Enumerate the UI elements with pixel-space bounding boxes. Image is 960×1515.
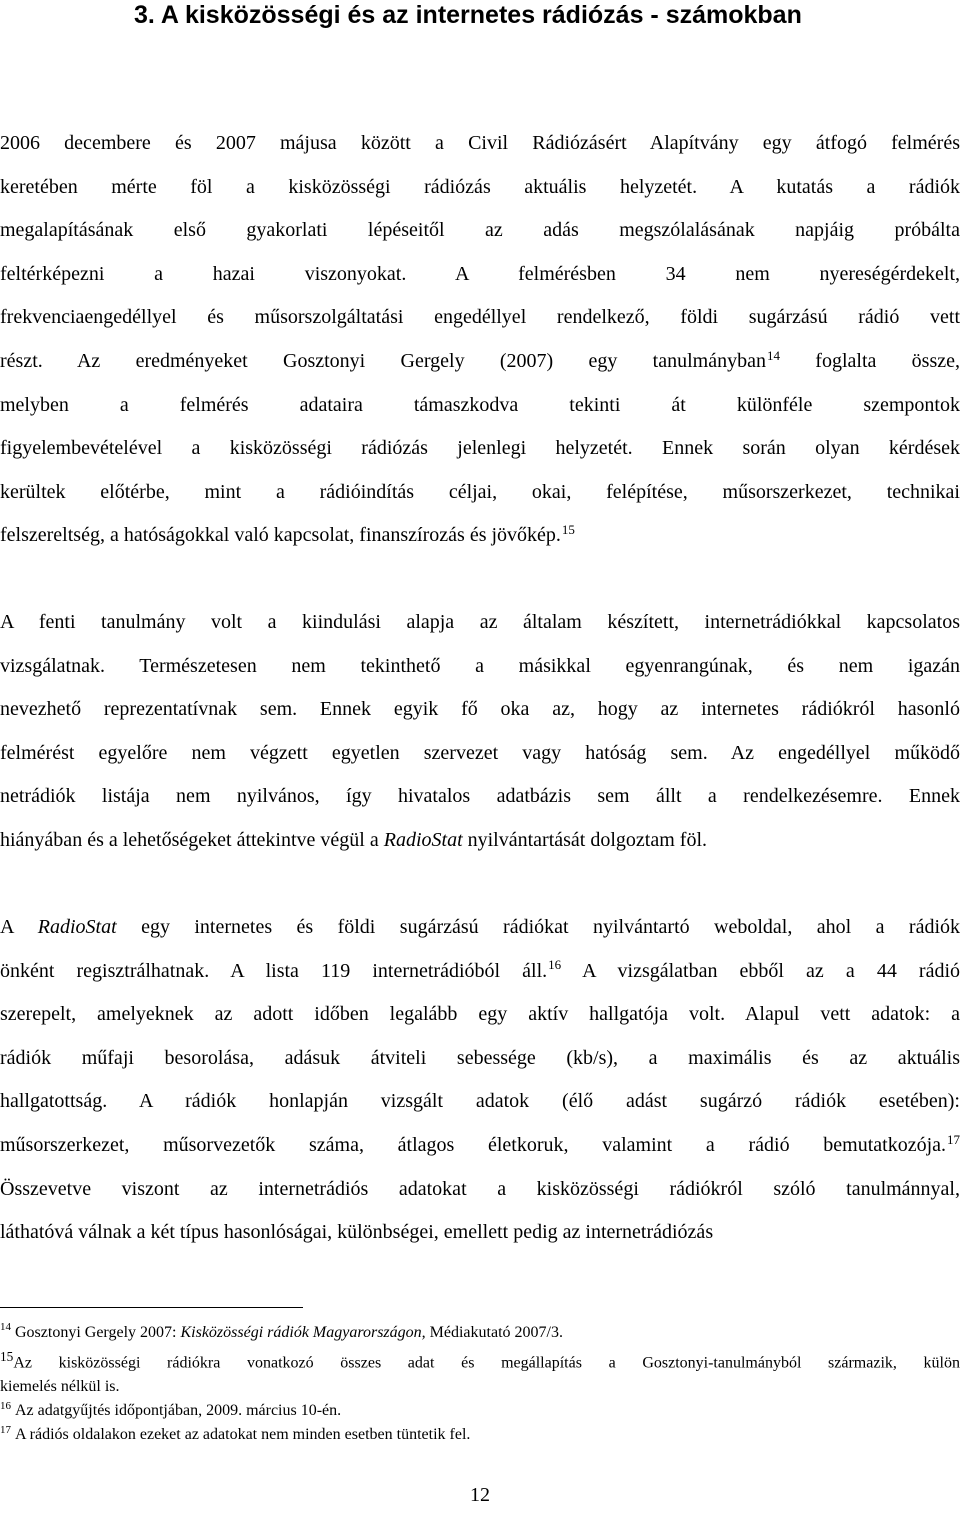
text-run: frekvenciaengedéllyel és műsorszolgáltatási engedéllyel rendelkező, földi sugárzású rádió vett	[0, 306, 960, 329]
body-paragraph	[0, 122, 960, 558]
text-run: figyelembevételével a kisközösségi rádiózás jelenlegi helyzetét. Ennek során olyan kérdések	[0, 437, 960, 460]
footnote-line	[0, 1321, 960, 1345]
text-run: önként regisztrálhatnak. A lista 119 internetrádióból áll.	[0, 959, 548, 982]
footnote-separator	[0, 1307, 303, 1308]
text-line	[0, 296, 960, 340]
text-line	[0, 1168, 960, 1212]
footnote-line	[0, 1399, 960, 1423]
italic-text: RadioStat	[383, 828, 463, 851]
footnote-reference: 16	[548, 957, 562, 973]
text-run: Az adatgyűjtés időpontjában, 2009. március 10-én.	[15, 1402, 342, 1420]
text-run: részt. Az eredményeket Gosztonyi Gergely (2007) egy tanulmányban	[0, 349, 766, 372]
body-paragraph	[0, 601, 960, 863]
text-line	[0, 993, 960, 1037]
text-line	[0, 1124, 960, 1168]
text-run: A vizsgálatban ebből az a 44 rádió	[561, 959, 960, 982]
footnote-number: 14	[0, 1321, 11, 1334]
italic-text: RadioStat	[37, 916, 117, 938]
text-line	[0, 950, 960, 994]
text-line	[0, 819, 960, 863]
footnote-reference: 17	[947, 1131, 960, 1147]
text-line	[0, 427, 960, 471]
section-heading: 3. A kisközösségi és az internetes rádiózás - számokban	[134, 1, 802, 29]
footnote-line	[0, 1345, 960, 1375]
page-number: 12	[470, 1484, 490, 1506]
footnote-number: 15	[0, 1349, 14, 1364]
text-run: láthatóvá válnak a két típus hasonlóságai, különbségei, emellett pedig az internetrádiózás	[0, 1221, 714, 1244]
text-run: kerültek előtérbe, mint a rádióindítás céljai, okai, felépítése, műsorszerkezet, technikai	[0, 480, 960, 503]
text-line	[0, 732, 960, 776]
footnote-line	[0, 1423, 960, 1447]
text-run: keretében mérte föl a kisközösségi rádiózás aktuális helyzetét. A kutatás a rádiók	[0, 175, 960, 198]
text-line	[0, 906, 960, 950]
text-line	[0, 340, 960, 384]
footnote-line	[0, 1375, 960, 1399]
text-run: Az kisközösségi rádiókra vonatkozó összes adat és megállapítás a Gosztonyi-tanulmányból származik, külön	[13, 1354, 960, 1372]
text-run: hiányában és a lehetőségeket áttekintve végül a	[0, 828, 384, 851]
text-run: Gosztonyi Gergely 2007:	[15, 1324, 181, 1341]
text-run: Összevetve viszont az internetrádiós adatokat a kisközösségi rádiókról szóló tanulmánnyal,	[0, 1177, 960, 1200]
text-run: 2006 decembere és 2007 májusa között a Civil Rádiózásért Alapítvány egy átfogó felmérés	[0, 132, 960, 154]
text-run: netrádiók listája nem nyilvános, így hivatalos adatbázis sem állt a rendelkezésemre. Ennek	[0, 785, 960, 808]
text-run: hallgatottság. A rádiók honlapján vizsgált adatok (élő adást sugárzó rádiók esetében):	[0, 1090, 960, 1113]
footnote-number: 17	[0, 1423, 11, 1436]
text-run: megalapításának első gyakorlati lépéseitől az adás megszólalásának napjáig próbálta	[0, 219, 960, 242]
text-run: kiemelés nélkül is.	[0, 1378, 120, 1396]
text-line	[0, 601, 960, 645]
text-line	[0, 471, 960, 515]
text-run: Médiakutató 2007/3.	[425, 1324, 563, 1341]
footnotes	[0, 1321, 960, 1447]
text-run: műsorszerkezet, műsorvezetők száma, átlagos életkoruk, valamint a rádió bemutatkozója.	[0, 1133, 946, 1156]
text-line	[0, 775, 960, 819]
text-run: felmérést egyelőre nem végzett egyetlen szervezet vagy hatóság sem. Az engedéllyel működő	[0, 741, 960, 764]
text-line	[0, 1211, 960, 1255]
text-run: szerepelt, amelyeknek az adott időben legalább egy aktív hallgatója volt. Alapul vett adatok: a	[0, 1003, 960, 1026]
italic-text: Kisközösségi rádiók Magyarországon,	[180, 1324, 426, 1341]
footnote-reference: 14	[767, 347, 780, 363]
text-run: A	[0, 916, 38, 938]
text-line	[0, 514, 960, 558]
text-line	[0, 645, 960, 689]
text-run: nyilvántartását dolgoztam föl.	[462, 828, 707, 851]
text-run: melyben a felmérés adataira támaszkodva tekinti át különféle szempontok	[0, 393, 960, 416]
text-line	[0, 122, 960, 166]
text-line	[0, 1080, 960, 1124]
text-run: vizsgálatnak. Természetesen nem tekinthető a másikkal egyenrangúnak, és nem igazán	[0, 654, 960, 677]
text-run: egy internetes és földi sugárzású rádiókat nyilvántartó weboldal, ahol a rádiók	[116, 916, 960, 938]
text-line	[0, 166, 960, 210]
footnote-number: 16	[0, 1399, 11, 1412]
text-line	[0, 209, 960, 253]
text-line	[0, 253, 960, 297]
text-run: A rádiós oldalakon ezeket az adatokat nem minden esetben tüntetik fel.	[15, 1426, 471, 1444]
text-run: nevezhető reprezentatívnak sem. Ennek egyik fő oka az, hogy az internetes rádiókról hasonló	[0, 698, 960, 721]
text-run: A fenti tanulmány volt a kiindulási alapja az általam készített, internetrádiókkal kapcsolatos	[0, 611, 960, 633]
text-run: foglalta össze,	[780, 349, 960, 372]
text-run: felszereltség, a hatóságokkal való kapcsolat, finanszírozás és jövőkép.	[0, 524, 561, 547]
text-line	[0, 384, 960, 428]
text-line	[0, 1037, 960, 1081]
footnote-reference: 15	[561, 522, 575, 538]
text-run: feltérképezni a hazai viszonyokat. A felmérésben 34 nem nyereségérdekelt,	[0, 262, 960, 285]
text-run: rádiók műfaji besorolása, adásuk átviteli sebessége (kb/s), a maximális és az aktuális	[0, 1046, 960, 1069]
text-line	[0, 688, 960, 732]
body-paragraph	[0, 906, 960, 1255]
